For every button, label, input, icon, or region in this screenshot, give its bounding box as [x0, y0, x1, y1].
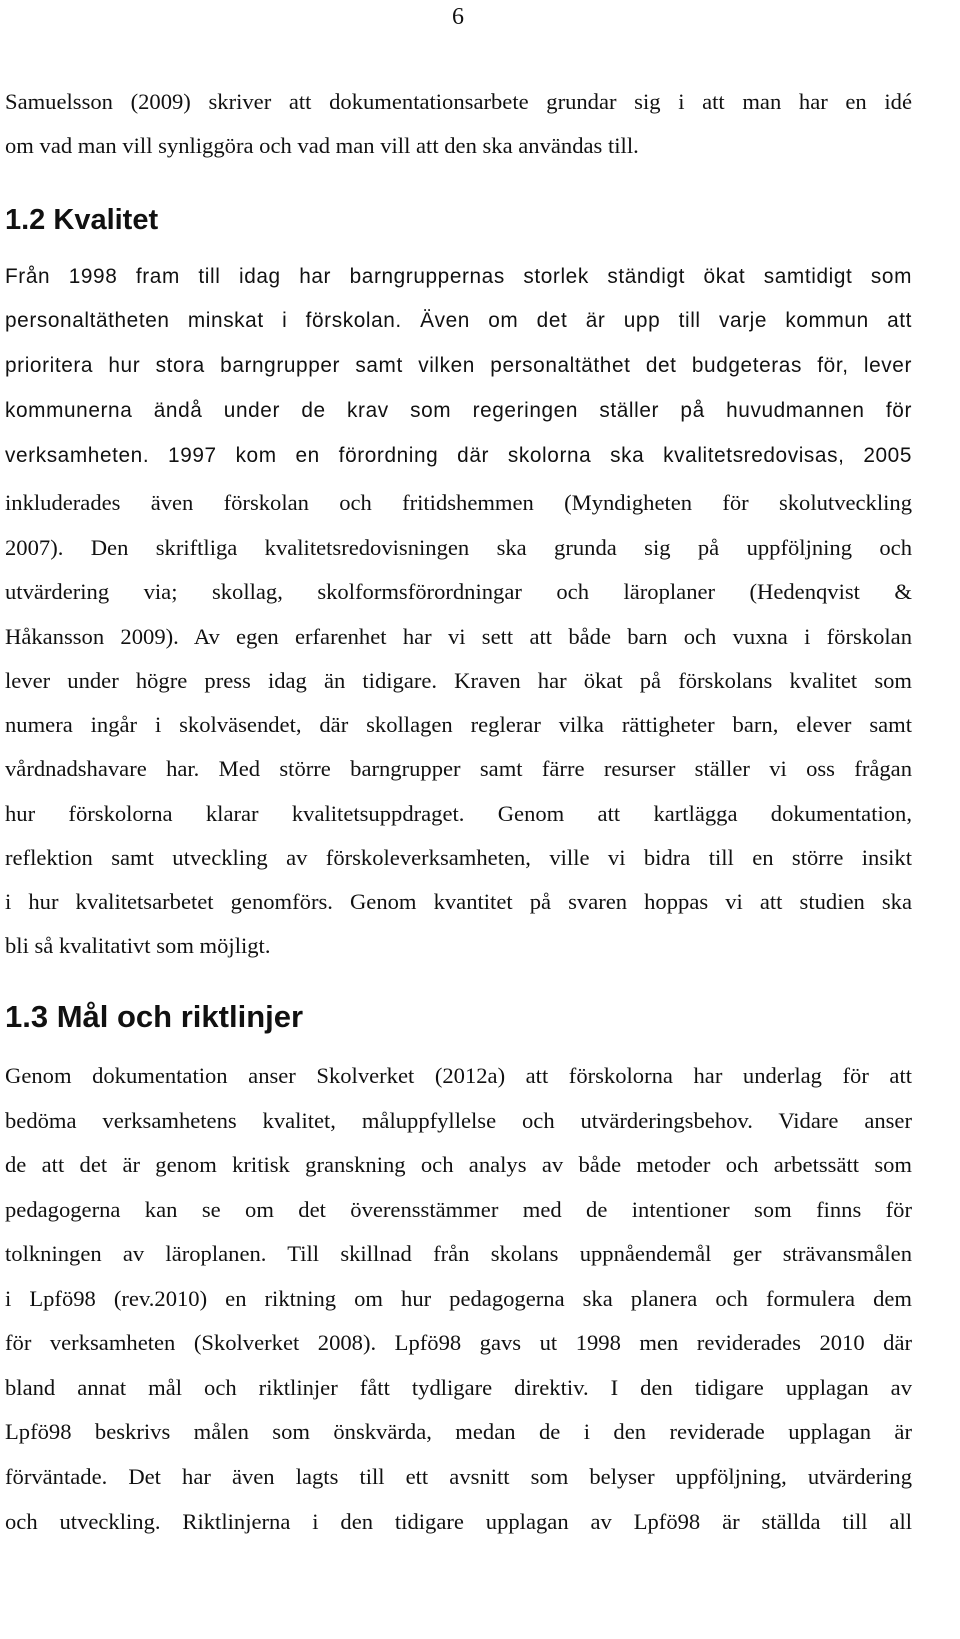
paragraph-line: numera ingår i skolväsendet, där skollagen reglerar vilka rättigheter barn, elever samt — [5, 712, 912, 737]
paragraph-line: Håkansson 2009). Av egen erfarenhet har vi sett att både barn och vuxna i förskolan — [5, 624, 912, 649]
paragraph-line: hur förskolorna klarar kvalitetsuppdraget. Genom att kartlägga dokumentation, — [5, 801, 912, 826]
page-number: 6 — [452, 4, 464, 30]
paragraph-line: och utveckling. Riktlinjerna i den tidigare upplagan av Lpfö98 är ställda till all — [5, 1509, 912, 1534]
paragraph-line: förväntade. Det har även lagts till ett avsnitt som belyser uppföljning, utvärdering — [5, 1464, 912, 1489]
paragraph-line: kommunerna ändå under de krav som regeringen ställer på huvudmannen för — [5, 399, 912, 422]
paragraph-line: bedöma verksamhetens kvalitet, måluppfyllelse och utvärderingsbehov. Vidare anser — [5, 1108, 912, 1133]
section-heading: 1.3 Mål och riktlinjer — [5, 999, 304, 1034]
paragraph-line: i Lpfö98 (rev.2010) en riktning om hur pedagogerna ska planera och formulera dem — [5, 1286, 912, 1311]
paragraph-line: pedagogerna kan se om det överensstämmer med de intentioner som finns för — [5, 1197, 912, 1222]
section-heading: 1.2 Kvalitet — [5, 204, 159, 236]
paragraph-line: vårdnadshavare har. Med större barngrupper samt färre resurser ställer vi oss frågan — [5, 756, 912, 781]
paragraph-line: prioritera hur stora barngrupper samt vilken personaltäthet det budgeteras för, lever — [5, 354, 912, 377]
paragraph-line: 2007). Den skriftliga kvalitetsredovisningen ska grunda sig på uppföljning och — [5, 535, 912, 560]
paragraph-line: för verksamheten (Skolverket 2008). Lpfö98 gavs ut 1998 men reviderades 2010 där — [5, 1330, 912, 1355]
paragraph-line: bland annat mål och riktlinjer fått tydligare direktiv. I den tidigare upplagan av — [5, 1375, 912, 1400]
paragraph-line: inkluderades även förskolan och fritidshemmen (Myndigheten för skolutveckling — [5, 490, 912, 515]
paragraph-line: reflektion samt utveckling av förskoleverksamheten, ville vi bidra till en större insikt — [5, 845, 912, 870]
paragraph-line: personaltätheten minskat i förskolan. Även om det är upp till varje kommun att — [5, 309, 912, 332]
paragraph-line: tolkningen av läroplanen. Till skillnad från skolans uppnåendemål ger strävansmålen — [5, 1241, 912, 1266]
paragraph-line: utvärdering via; skollag, skolformsförordningar och läroplaner (Hedenqvist & — [5, 579, 912, 604]
paragraph-line: de att det är genom kritisk granskning och analys av både metoder och arbetssätt som — [5, 1152, 912, 1177]
paragraph-line: om vad man vill synliggöra och vad man vill att den ska användas till. — [5, 133, 639, 158]
paragraph-line: lever under högre press idag än tidigare. Kraven har ökat på förskolans kvalitet som — [5, 668, 912, 693]
paragraph-line: bli så kvalitativt som möjligt. — [5, 933, 271, 958]
paragraph-line: Från 1998 fram till idag har barngruppernas storlek ständigt ökat samtidigt som — [5, 265, 912, 288]
paragraph-line: Samuelsson (2009) skriver att dokumentationsarbete grundar sig i att man har en idé — [5, 89, 912, 114]
paragraph-line: Genom dokumentation anser Skolverket (2012a) att förskolorna har underlag för att — [5, 1063, 912, 1088]
paragraph-line: i hur kvalitetsarbetet genomförs. Genom kvantitet på svaren hoppas vi att studien ska — [5, 889, 912, 914]
paragraph-line: Lpfö98 beskrivs målen som önskvärda, medan de i den reviderade upplagan är — [5, 1419, 912, 1444]
paragraph-line: verksamheten. 1997 kom en förordning där skolorna ska kvalitetsredovisas, 2005 — [5, 444, 912, 467]
